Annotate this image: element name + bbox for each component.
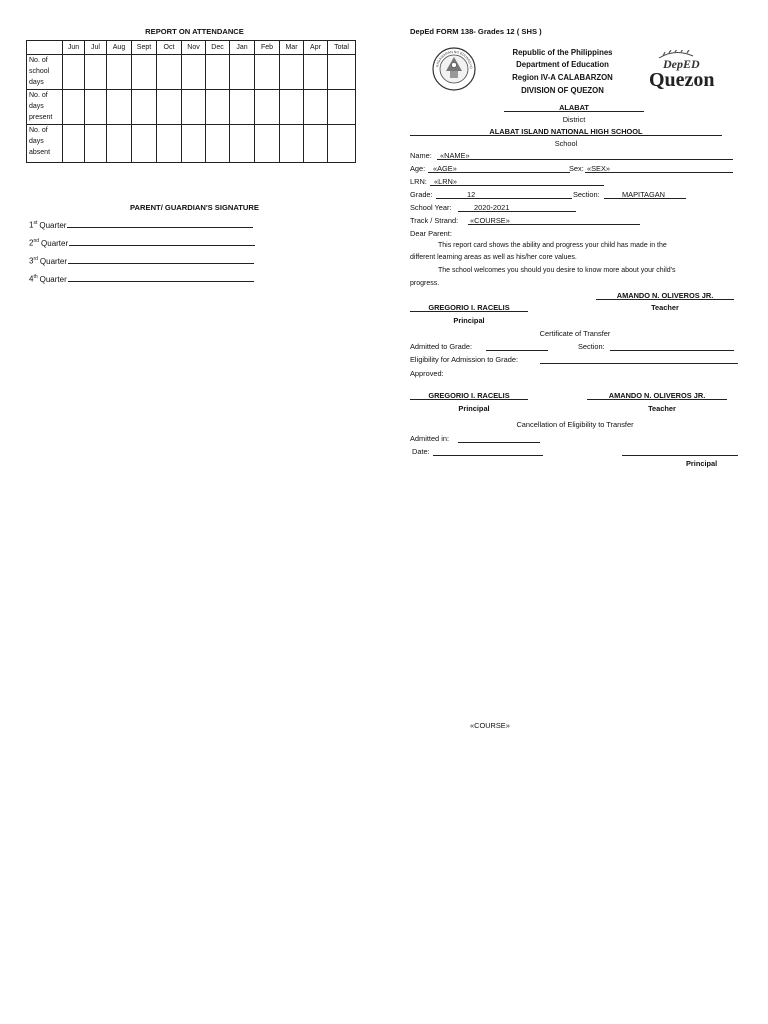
quarter-number: 2 bbox=[29, 238, 34, 248]
attendance-cell[interactable] bbox=[85, 90, 107, 125]
quarter-label: Quarter bbox=[39, 220, 67, 230]
eligibility-line[interactable] bbox=[540, 363, 738, 364]
quarter-signature-row bbox=[29, 274, 254, 284]
row-label-line: school bbox=[29, 68, 50, 75]
school-year-label: School Year: bbox=[410, 203, 452, 212]
row-label-line: absent bbox=[29, 149, 51, 156]
sex-label: Sex: bbox=[569, 164, 584, 173]
signature-title: PARENT/ GUARDIAN'S SIGNATURE bbox=[130, 203, 259, 212]
month-header: Jul bbox=[85, 41, 107, 55]
teacher2-name: AMANDO N. OLIVEROS JR. bbox=[608, 391, 706, 400]
month-header: Oct bbox=[157, 41, 182, 55]
quarter-label: Quarter bbox=[41, 238, 69, 248]
attendance-cell[interactable] bbox=[230, 55, 255, 90]
month-header: Feb bbox=[255, 41, 280, 55]
attendance-cell[interactable] bbox=[63, 55, 85, 90]
teacher2-label: Teacher bbox=[648, 404, 676, 413]
attendance-cell[interactable] bbox=[328, 125, 356, 163]
row-label-line: days bbox=[29, 138, 44, 145]
sex-value: «SEX» bbox=[587, 164, 611, 173]
header-region: Region IV-A CALABARZON bbox=[512, 73, 613, 82]
quarter-label: Quarter bbox=[39, 274, 67, 284]
paragraph2-line2: progress. bbox=[410, 280, 440, 287]
paragraph1-line2: different learning areas as well as his/her core values. bbox=[410, 254, 577, 261]
quarter-number: 1 bbox=[29, 220, 34, 230]
quarter-signature-row bbox=[29, 256, 254, 266]
attendance-cell[interactable] bbox=[107, 55, 132, 90]
eligibility-label: Eligibility for Admission to Grade: bbox=[410, 355, 519, 364]
attendance-header-row bbox=[27, 41, 356, 55]
principal2-name: GREGORIO I. RACELIS bbox=[428, 391, 510, 400]
age-line bbox=[428, 172, 570, 173]
attendance-cell[interactable] bbox=[132, 125, 157, 163]
section-value: MAPITAGAN bbox=[622, 190, 665, 199]
attendance-cell[interactable] bbox=[85, 125, 107, 163]
school-year-line bbox=[458, 211, 576, 212]
svg-text:KAGAWARAN NG EDUKASYON: KAGAWARAN NG EDUKASYO bbox=[435, 49, 474, 69]
attendance-cell[interactable] bbox=[206, 55, 230, 90]
attendance-cell[interactable] bbox=[230, 90, 255, 125]
month-header: Mar bbox=[280, 41, 304, 55]
principal3-label: Principal bbox=[686, 459, 718, 468]
row-label-line: No. of bbox=[29, 127, 48, 134]
quarter-signature-row bbox=[29, 220, 253, 230]
sex-line bbox=[585, 172, 733, 173]
attendance-cell[interactable] bbox=[132, 55, 157, 90]
quarter-signature-row bbox=[29, 238, 255, 248]
section2-label: Section: bbox=[578, 342, 605, 351]
quarter-signature-line[interactable] bbox=[68, 263, 254, 264]
lrn-value: «LRN» bbox=[434, 177, 458, 186]
month-header: Jun bbox=[63, 41, 85, 55]
admitted-grade-label: Admitted to Grade: bbox=[410, 342, 473, 351]
attendance-cell[interactable] bbox=[328, 90, 356, 125]
cancellation-title: Cancellation of Eligibility to Transfer bbox=[516, 420, 634, 429]
row-label-line: days bbox=[29, 79, 44, 86]
grade-line bbox=[436, 198, 572, 199]
header-division: DIVISION OF QUEZON bbox=[521, 86, 604, 95]
corner-cell bbox=[27, 41, 63, 55]
month-header: Nov bbox=[182, 41, 206, 55]
age-value: «AGE» bbox=[433, 164, 457, 173]
attendance-cell[interactable] bbox=[280, 125, 304, 163]
paragraph2-line1: The school welcomes you should you desire to know more about your child's bbox=[438, 267, 676, 274]
attendance-cell[interactable] bbox=[230, 125, 255, 163]
paragraph1-line1: This report card shows the ability and progress your child has made in the bbox=[438, 242, 667, 249]
attendance-cell[interactable] bbox=[107, 125, 132, 163]
district-label: District bbox=[562, 115, 586, 124]
quarter-number: 4 bbox=[29, 274, 34, 284]
month-header: Sept bbox=[132, 41, 157, 55]
attendance-cell[interactable] bbox=[255, 55, 280, 90]
teacher-name: AMANDO N. OLIVEROS JR. bbox=[616, 291, 714, 300]
attendance-cell[interactable] bbox=[182, 55, 206, 90]
attendance-cell[interactable] bbox=[206, 90, 230, 125]
attendance-cell[interactable] bbox=[304, 55, 328, 90]
date-line[interactable] bbox=[433, 455, 543, 456]
deped-seal-icon bbox=[432, 47, 476, 91]
section2-line[interactable] bbox=[610, 350, 734, 351]
month-header: Apr bbox=[304, 41, 328, 55]
attendance-row-label bbox=[27, 55, 63, 90]
attendance-table bbox=[26, 40, 356, 163]
quarter-signature-line[interactable] bbox=[69, 245, 255, 246]
attendance-cell[interactable] bbox=[304, 125, 328, 163]
quarter-number: 3 bbox=[29, 256, 34, 266]
name-label: Name: bbox=[410, 151, 432, 160]
principal2-label: Principal bbox=[458, 404, 490, 413]
district-value: ALABAT bbox=[559, 103, 589, 112]
name-line bbox=[437, 159, 733, 160]
header-republic: Republic of the Philippines bbox=[512, 48, 613, 57]
admitted-in-label: Admitted in: bbox=[410, 434, 450, 443]
principal-name: GREGORIO I. RACELIS bbox=[428, 303, 510, 312]
attendance-cell[interactable] bbox=[182, 90, 206, 125]
track-line bbox=[468, 224, 640, 225]
principal3-sign-line bbox=[622, 455, 738, 456]
attendance-row-label bbox=[27, 90, 63, 125]
grade-value: 12 bbox=[467, 190, 476, 199]
attendance-cell[interactable] bbox=[85, 55, 107, 90]
quarter-suffix: nd bbox=[33, 238, 40, 244]
attendance-cell[interactable] bbox=[280, 90, 304, 125]
quarter-suffix: st bbox=[33, 220, 38, 226]
teacher-label: Teacher bbox=[651, 303, 679, 312]
section-line bbox=[604, 198, 686, 199]
attendance-cell[interactable] bbox=[182, 125, 206, 163]
certificate-title: Certificate of Transfer bbox=[539, 329, 611, 338]
attendance-row bbox=[27, 55, 356, 90]
age-label: Age: bbox=[410, 164, 426, 173]
svg-text:DepED: DepED bbox=[663, 57, 700, 71]
attendance-cell[interactable] bbox=[304, 90, 328, 125]
month-header: Jan bbox=[230, 41, 255, 55]
date-label: Date: bbox=[412, 447, 430, 456]
row-label-line: days bbox=[29, 103, 44, 110]
attendance-row bbox=[27, 125, 356, 163]
attendance-cell[interactable] bbox=[157, 125, 182, 163]
attendance-cell[interactable] bbox=[328, 55, 356, 90]
attendance-cell[interactable] bbox=[157, 90, 182, 125]
track-label: Track / Strand: bbox=[410, 216, 459, 225]
lrn-label: LRN: bbox=[410, 177, 427, 186]
admitted-grade-line[interactable] bbox=[486, 350, 548, 351]
attendance-row-label bbox=[27, 125, 63, 163]
dear-parent: Dear Parent: bbox=[410, 229, 452, 238]
quarter-suffix: th bbox=[33, 274, 38, 280]
footer-course: «COURSE» bbox=[470, 721, 510, 730]
approved-label: Approved: bbox=[410, 369, 444, 378]
attendance-cell[interactable] bbox=[157, 55, 182, 90]
attendance-cell[interactable] bbox=[63, 125, 85, 163]
lrn-line bbox=[430, 185, 604, 186]
row-label-line: No. of bbox=[29, 57, 48, 64]
grade-label: Grade: bbox=[410, 190, 433, 199]
month-header: Dec bbox=[206, 41, 230, 55]
quarter-signature-line[interactable] bbox=[68, 281, 254, 282]
attendance-cell[interactable] bbox=[206, 125, 230, 163]
principal-label: Principal bbox=[453, 316, 485, 325]
quarter-suffix: rd bbox=[33, 256, 38, 262]
attendance-row bbox=[27, 90, 356, 125]
attendance-cell[interactable] bbox=[280, 55, 304, 90]
svg-text:Quezon: Quezon bbox=[649, 69, 715, 90]
month-header: Aug bbox=[107, 41, 132, 55]
track-value: «COURSE» bbox=[470, 216, 510, 225]
school-label: School bbox=[554, 139, 578, 148]
form-title: DepEd FORM 138- Grades 12 ( SHS ) bbox=[410, 27, 542, 36]
quarter-label: Quarter bbox=[39, 256, 68, 266]
attendance-cell[interactable] bbox=[107, 90, 132, 125]
month-header: Total bbox=[328, 41, 356, 55]
name-value: «NAME» bbox=[440, 151, 470, 160]
admitted-in-line[interactable] bbox=[458, 442, 540, 443]
row-label-line: No. of bbox=[29, 92, 48, 99]
header-department: Department of Education bbox=[516, 60, 609, 69]
quarter-signature-line[interactable] bbox=[67, 227, 253, 228]
section-label: Section: bbox=[573, 190, 600, 199]
school-value: ALABAT ISLAND NATIONAL HIGH SCHOOL bbox=[489, 127, 643, 136]
row-label-line: present bbox=[29, 114, 53, 121]
school-year-value: 2020-2021 bbox=[474, 203, 510, 212]
attendance-cell[interactable] bbox=[255, 125, 280, 163]
attendance-cell[interactable] bbox=[63, 90, 85, 125]
attendance-cell[interactable] bbox=[132, 90, 157, 125]
attendance-cell[interactable] bbox=[255, 90, 280, 125]
deped-quezon-logo-icon bbox=[645, 50, 729, 90]
attendance-title: REPORT ON ATTENDANCE bbox=[145, 27, 244, 36]
